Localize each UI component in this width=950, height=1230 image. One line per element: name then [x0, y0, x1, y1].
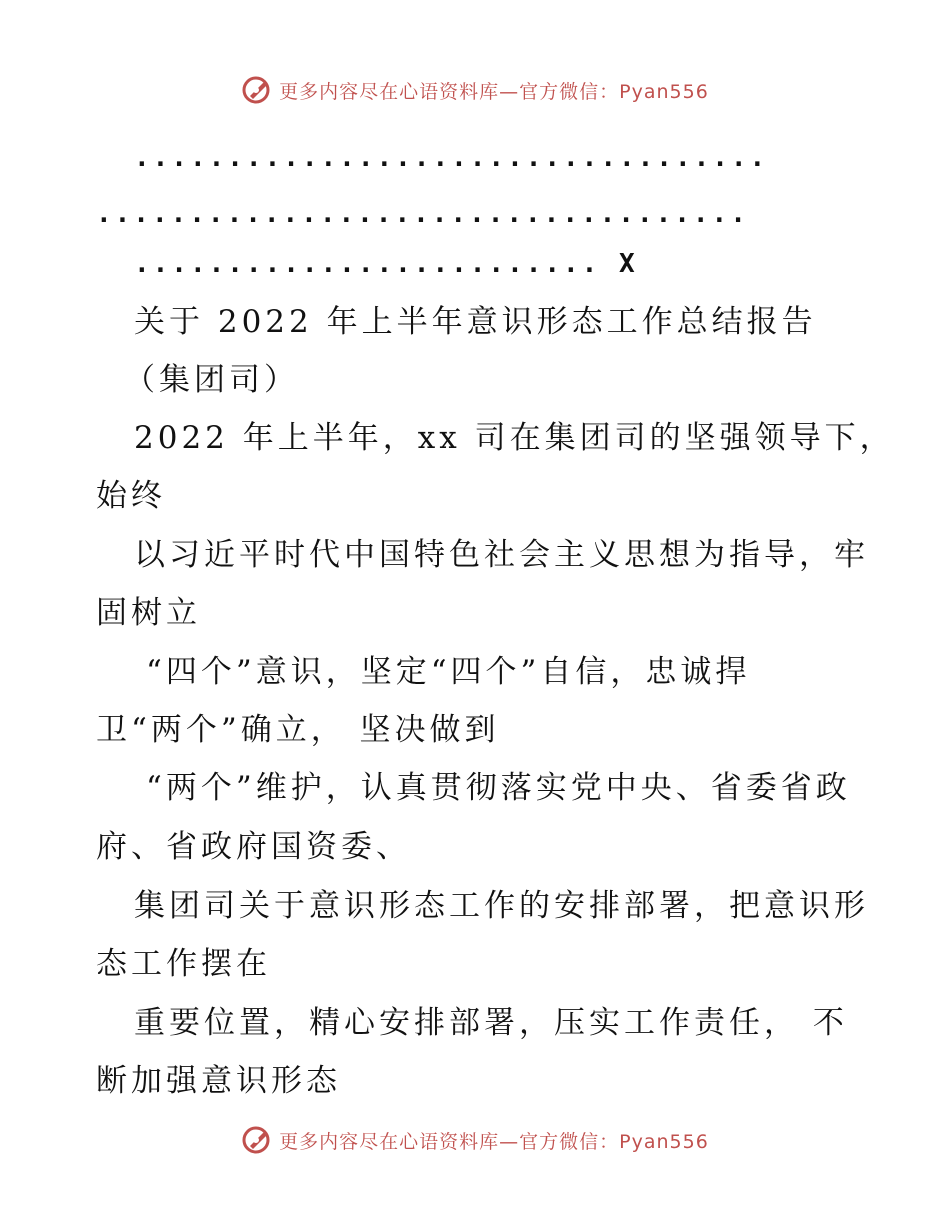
body-line: 始终 — [96, 478, 166, 514]
document-subtitle: （集团司） — [124, 362, 299, 398]
body-line: 态工作摆在 — [96, 946, 271, 982]
document-title: 关于 2022 年上半年意识形态工作总结报告 — [134, 304, 817, 340]
watermark-text: 更多内容尽在心语资料库—官方微信：Pyan556 — [279, 80, 709, 103]
toc-leader-line-1: .................................. — [134, 143, 769, 173]
body-line: 府、省政府国资委、 — [96, 829, 411, 865]
toc-leader-line-2: ................................... — [96, 199, 749, 229]
body-line: 断加强意识形态 — [96, 1063, 341, 1099]
header-watermark — [0, 70, 950, 110]
body-line: 卫“两个”确立， 坚决做到 — [96, 712, 500, 748]
body-line: “四个”意识，坚定“四个”自信，忠诚捍 — [146, 654, 751, 690]
body-line: 集团司关于意识形态工作的安排部署，把意识形 — [134, 888, 869, 924]
pen-logo-icon — [241, 74, 273, 106]
body-line: 2022 年上半年，xx 司在集团司的坚强领导下， — [134, 420, 895, 456]
watermark-text: 更多内容尽在心语资料库—官方微信：Pyan556 — [279, 1130, 709, 1153]
pen-logo-icon — [241, 1124, 273, 1156]
footer-watermark — [0, 1120, 950, 1160]
body-line: “两个”维护，认真贯彻落实党中央、省委省政 — [146, 770, 851, 806]
body-line: 以习近平时代中国特色社会主义思想为指导，牢 — [134, 537, 869, 573]
body-line: 重要位置，精心安排部署，压实工作责任， 不 — [134, 1005, 848, 1041]
toc-leader-line-3: ......................... X — [134, 249, 638, 279]
body-line: 固树立 — [96, 595, 201, 631]
